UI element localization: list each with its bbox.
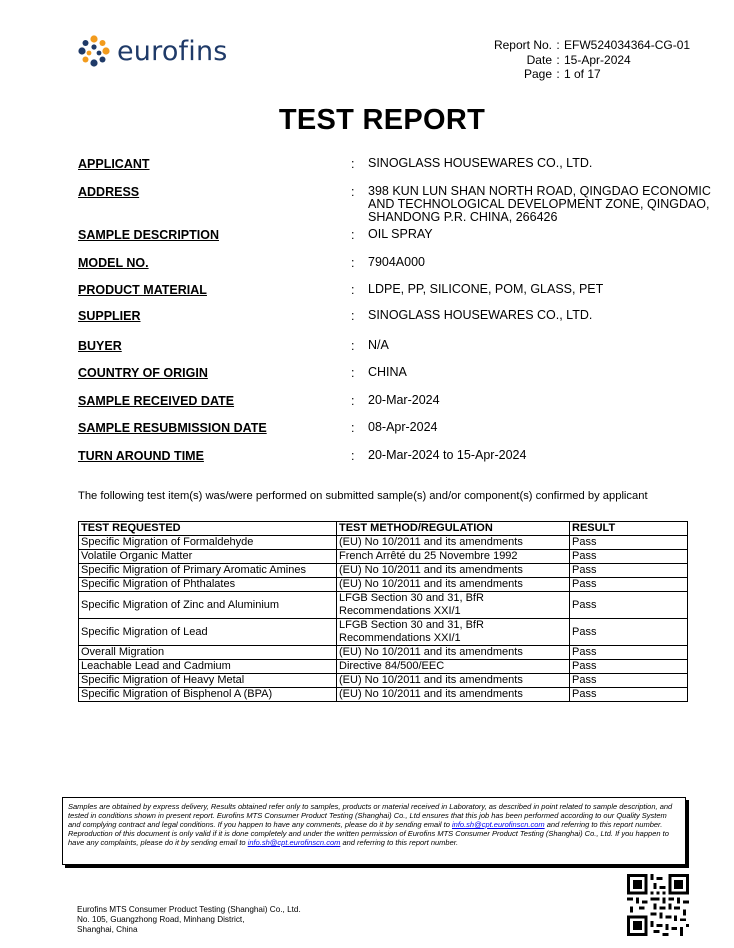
field-value: 08-Apr-2024 — [368, 420, 438, 434]
test-requested-cell: Specific Migration of Zinc and Aluminium — [79, 592, 337, 619]
result-cell: Pass — [570, 674, 688, 688]
colon: : — [556, 67, 560, 81]
field-label: SAMPLE RESUBMISSION DATE — [78, 421, 267, 435]
table-row — [79, 564, 688, 578]
test-method-cell: French Arrêté du 25 Novembre 1992 — [337, 550, 570, 564]
result-cell: Pass — [570, 646, 688, 660]
test-method-cell: LFGB Section 30 and 31, BfR Recommendations XXI/1 — [337, 592, 570, 619]
colon: : — [351, 421, 355, 435]
colon: : — [351, 228, 355, 242]
table-row — [79, 619, 688, 646]
field-value: 20-Mar-2024 to 15-Apr-2024 — [368, 448, 527, 462]
eurofins-dots-icon — [77, 34, 111, 68]
report-no-row — [490, 38, 690, 53]
field-value: OIL SPRAY — [368, 227, 433, 241]
company-name: Eurofins MTS Consumer Product Testing (Shanghai) Co., Ltd. — [77, 905, 301, 914]
logo-wordmark: eurofins — [117, 35, 228, 67]
field-value: LDPE, PP, SILICONE, POM, GLASS, PET — [368, 282, 604, 296]
colon: : — [351, 366, 355, 380]
test-method-cell: (EU) No 10/2011 and its amendments — [337, 578, 570, 592]
colon: : — [351, 394, 355, 408]
colon: : — [556, 52, 560, 67]
field-label: COUNTRY OF ORIGIN — [78, 366, 208, 380]
report-meta — [490, 38, 690, 82]
result-cell: Pass — [570, 536, 688, 550]
column-header: TEST METHOD/REGULATION — [337, 522, 570, 536]
disclaimer-text: and referring to this report number. Reproduction of this document is only valid if it is done completely and under the written permission of Eurofins MTS Consumer Product Testing (Shanghai) Co., Ltd. If you happen to have any complaints, please do it by sending email to — [68, 820, 669, 847]
result-cell: Pass — [570, 688, 688, 702]
test-requested-cell: Overall Migration — [79, 646, 337, 660]
field-label: PRODUCT MATERIAL — [78, 283, 207, 297]
column-header: TEST REQUESTED — [79, 522, 337, 536]
test-requested-cell: Specific Migration of Bisphenol A (BPA) — [79, 688, 337, 702]
test-method-cell: Directive 84/500/EEC — [337, 660, 570, 674]
table-header-row — [79, 522, 688, 536]
field-value: SINOGLASS HOUSEWARES CO., LTD. — [368, 308, 593, 322]
field-label: ADDRESS — [78, 185, 140, 199]
test-method-cell: (EU) No 10/2011 and its amendments — [337, 536, 570, 550]
result-cell: Pass — [570, 550, 688, 564]
colon: : — [556, 38, 560, 52]
result-cell: Pass — [570, 660, 688, 674]
colon: : — [351, 157, 355, 171]
field-value: 398 KUN LUN SHAN NORTH ROAD, QINGDAO ECONOMIC AND TECHNOLOGICAL DEVELOPMENT ZONE, QINGDAO, SHANDONG P.R. CHINA, 266426 — [368, 184, 711, 224]
intro-text: The following test item(s) was/were performed on submitted sample(s) and/or component(s) confirmed by applicant — [78, 490, 648, 502]
table-row — [79, 660, 688, 674]
test-method-cell: (EU) No 10/2011 and its amendments — [337, 564, 570, 578]
report-no-label: Report No. — [493, 38, 552, 52]
test-requested-cell: Specific Migration of Formaldehyde — [79, 536, 337, 550]
test-requested-cell: Specific Migration of Primary Aromatic Amines — [79, 564, 337, 578]
qr-code-icon — [627, 874, 689, 936]
colon: : — [351, 339, 355, 353]
test-method-cell: (EU) No 10/2011 and its amendments — [337, 646, 570, 660]
test-method-cell: (EU) No 10/2011 and its amendments — [337, 688, 570, 702]
email-link[interactable]: info.sh@cpt.eurofinscn.com — [247, 838, 341, 847]
colon: : — [351, 256, 355, 270]
field-label: TURN AROUND TIME — [78, 449, 204, 463]
result-cell: Pass — [570, 619, 688, 646]
address-line: No. 105, Guangzhong Road, Minhang District, — [77, 915, 245, 924]
table-row — [79, 578, 688, 592]
date-value: 15-Apr-2024 — [564, 52, 631, 67]
report-no-value: EFW524034364-CG-01 — [564, 38, 691, 52]
field-value: 7904A000 — [368, 255, 426, 269]
table-row — [79, 536, 688, 550]
colon: : — [351, 449, 355, 463]
field-label: SAMPLE RECEIVED DATE — [78, 394, 235, 408]
test-requested-cell: Specific Migration of Heavy Metal — [79, 674, 337, 688]
table-row — [79, 592, 688, 619]
table-row — [79, 550, 688, 564]
result-cell: Pass — [570, 564, 688, 578]
email-link[interactable]: info.sh@cpt.eurofinscn.com — [451, 820, 545, 829]
page-title: TEST REPORT — [278, 104, 486, 136]
field-label: APPLICANT — [78, 157, 150, 171]
column-header: RESULT — [570, 522, 688, 536]
field-label: BUYER — [78, 339, 122, 353]
field-label: SAMPLE DESCRIPTION — [78, 228, 219, 242]
test-method-cell: (EU) No 10/2011 and its amendments — [337, 674, 570, 688]
field-label: SUPPLIER — [78, 309, 141, 323]
table-row — [79, 674, 688, 688]
field-value: 20-Mar-2024 — [368, 393, 440, 407]
date-label: Date — [526, 52, 552, 67]
disclaimer-text: and referring to this report number. — [340, 838, 459, 847]
test-method-cell: LFGB Section 30 and 31, BfR Recommendations XXI/1 — [337, 619, 570, 646]
field-value: CHINA — [368, 365, 407, 379]
result-cell: Pass — [570, 578, 688, 592]
field-label: MODEL NO. — [78, 256, 149, 270]
disclaimer-box — [62, 797, 686, 865]
date-row — [490, 53, 690, 68]
disclaimer-text: Samples are obtained by express delivery, Results obtained refer only to samples, products or material received in Laboratory, as described in point related to sample description, and tested in conditions shown in present report. Eurofins MTS Consumer Product Testing (Shanghai) Co., Ltd ensures that this job has been performed according to our Quality System and complying contract and legal conditions. If you happen to have any comments, please do it by sending email to — [68, 802, 673, 829]
result-cell: Pass — [570, 592, 688, 619]
table-row — [79, 646, 688, 660]
colon: : — [351, 283, 355, 297]
footer-address — [77, 905, 301, 935]
test-requested-cell: Specific Migration of Lead — [79, 619, 337, 646]
table-row — [79, 688, 688, 702]
page-label: Page — [523, 67, 552, 81]
field-value: N/A — [368, 338, 389, 352]
page-row — [490, 67, 690, 82]
field-value: SINOGLASS HOUSEWARES CO., LTD. — [368, 156, 593, 170]
test-requested-cell: Specific Migration of Phthalates — [79, 578, 337, 592]
colon: : — [351, 185, 355, 199]
test-requested-cell: Volatile Organic Matter — [79, 550, 337, 564]
page-value: 1 of 17 — [564, 67, 601, 81]
test-requested-cell: Leachable Lead and Cadmium — [79, 660, 337, 674]
colon: : — [351, 309, 355, 323]
address-line: Shanghai, China — [77, 925, 138, 934]
eurofins-logo — [77, 34, 228, 68]
results-table — [78, 521, 688, 702]
